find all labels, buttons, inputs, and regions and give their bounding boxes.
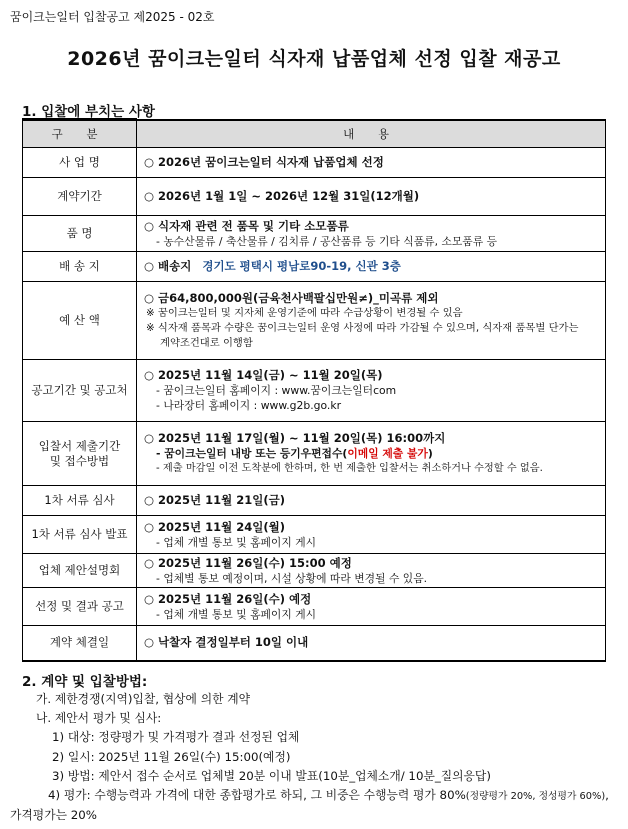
row-subvalue: - 업체 개별 통보 및 홈페이지 게시	[156, 535, 317, 549]
row-subvalue: - 꿈이크는일터 홈페이지 : www.꿈이크는일터com	[156, 384, 397, 397]
row-label: 업체 제안설명회	[23, 554, 137, 588]
table-row	[23, 422, 606, 486]
row-value: ○ 2025년 11월 14일(금) ~ 11월 20일(목)	[144, 368, 383, 382]
document-number: 꿈이크는일터 입찰공고 제2025 - 02호	[10, 10, 215, 24]
table-row	[23, 626, 606, 661]
row-label: 1차 서류 심사	[23, 486, 137, 516]
section2-subitem-continued: 가격평가는 20%	[10, 808, 97, 823]
table-row	[23, 148, 606, 178]
row-value: ○ 2025년 11월 21일(금)	[137, 486, 606, 516]
row-value: ○ 낙찰자 결정일부터 10일 이내	[137, 626, 606, 661]
row-value: ○ 2025년 11월 26일(수) 예정	[144, 591, 312, 606]
section2-subitem: 2) 일시: 2025년 11월 26일(수) 15:00(예정)	[52, 749, 291, 764]
section2-subitem: 1) 대상: 정량평가 및 가격평가 결과 선정된 업체	[52, 730, 300, 745]
table-row	[23, 216, 606, 252]
table-row	[23, 486, 606, 516]
row-label: 공고기간 및 공고처	[23, 360, 137, 422]
row-subvalue: - 꿈이크는일터 내방 또는 등기우편접수(이메일 제출 불가)	[156, 447, 433, 460]
section2-title: 2. 계약 및 입찰방법:	[22, 674, 148, 690]
row-label: 예 산 액	[23, 282, 137, 360]
row-label: 계약기간	[23, 178, 137, 216]
row-subvalue: - 업체별 통보 예정이며, 시설 상황에 따라 변경될 수 있음.	[156, 571, 428, 585]
table-row	[23, 178, 606, 216]
row-value: ○ 배송지	[144, 259, 192, 273]
table-row	[23, 360, 606, 422]
table-header-row	[23, 120, 606, 148]
table-row	[23, 282, 606, 360]
row-subvalue: - 농수산물류 / 축산물류 / 김치류 / 공산품류 등 기타 식품류, 소모품류 등	[156, 234, 498, 248]
section2-item-a: 가. 제한경쟁(지역)입찰, 협상에 의한 계약	[36, 692, 251, 706]
row-value: ○ 2025년 11월 17일(월) ~ 11월 20일(목) 16:00까지	[144, 431, 446, 445]
row-note: ※ 식자재 품목과 수량은 꿈이크는일터 운영 사정에 따라 가감될 수 있으며, 식자재 품목별 단가는	[146, 321, 579, 334]
row-subvalue: - 나라장터 홈페이지 : www.g2b.go.kr	[156, 399, 342, 412]
table-row	[23, 252, 606, 282]
section2-subitem: 4) 평가: 수행능력과 가격에 대한 종합평가로 하되, 그 비중은 수행능력 평가 80%(정량평가 20%, 정성평가 60%),	[48, 788, 609, 803]
row-value: ○ 2026년 1월 1일 ~ 2026년 12월 31일(12개월)	[137, 178, 606, 216]
row-value: ○ 2025년 11월 24일(월)	[144, 519, 286, 534]
section1-title: 1. 입찰에 부치는 사항	[22, 104, 155, 120]
table-row	[23, 588, 606, 626]
row-label: 배 송 지	[23, 252, 137, 282]
row-note: ※ 꿈이크는일터 및 지자체 운영기준에 따라 수급상황이 변경될 수 있음	[146, 306, 463, 319]
row-note: 계약조건대로 이행함	[160, 336, 253, 349]
table-row	[23, 516, 606, 554]
header-content: 내 용	[137, 120, 606, 148]
row-subvalue: - 제출 마감일 이전 도착분에 한하며, 한 번 제출한 입찰서는 취소하거나 수정할 수 없음.	[156, 463, 543, 474]
delivery-address: 경기도 평택시 평남로90-19, 신관 3층	[202, 259, 401, 273]
row-value: ○ 2025년 11월 26일(수) 15:00 예정	[144, 555, 352, 570]
row-label: 1차 서류 심사 발표	[23, 516, 137, 554]
row-value: ○ 금64,800,000원(금육천사백팔십만원≠)_미곡류 제외	[144, 290, 439, 305]
row-label: 선정 및 결과 공고	[23, 588, 137, 626]
section2-body	[0, 690, 628, 825]
row-label: 입찰서 제출기간 및 접수방법	[23, 422, 137, 486]
page-title: 2026년 꿈이크는일터 식자재 납품업체 선정 입찰 재공고	[67, 48, 561, 70]
email-warning: 이메일 제출 불가	[347, 447, 428, 460]
row-value: ○ 식자재 관련 전 품목 및 기타 소모품류	[144, 218, 349, 233]
table-row	[23, 554, 606, 588]
row-value: ○ 2026년 꿈이크는일터 식자재 납품업체 선정	[137, 148, 606, 178]
row-subvalue: - 업체 개별 통보 및 홈페이지 게시	[156, 607, 317, 621]
row-label: 계약 체결일	[23, 626, 137, 661]
bid-info-table	[22, 119, 606, 662]
row-label: 품 명	[23, 216, 137, 252]
row-label: 사 업 명	[23, 148, 137, 178]
section2-item-b: 나. 제안서 평가 및 심사:	[36, 711, 162, 726]
section2-subitem: 3) 방법: 제안서 접수 순서로 업체별 20분 이내 발표(10분_업체소개/ 10분_질의응답)	[52, 768, 491, 783]
header-category: 구 분	[23, 120, 137, 148]
